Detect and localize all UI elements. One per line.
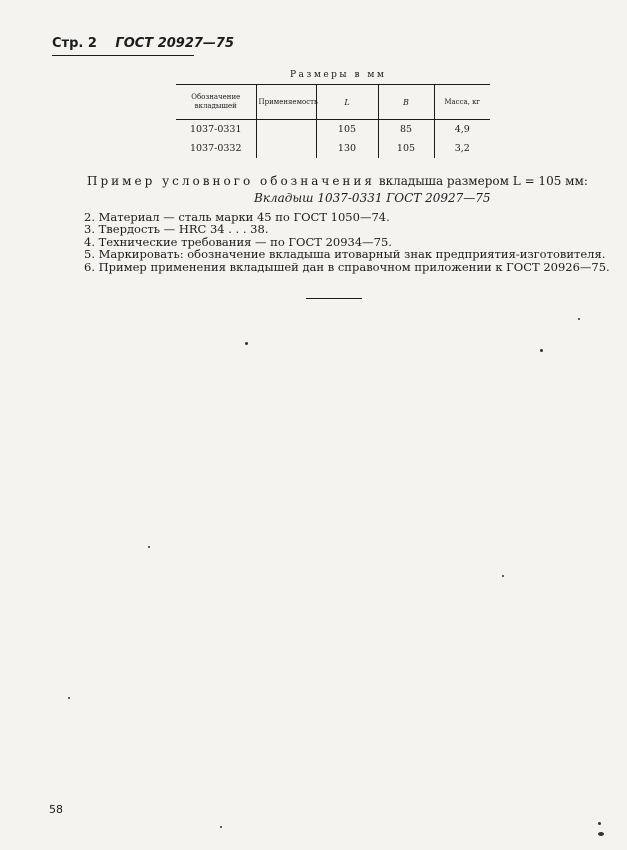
cell-mass: 4,9 bbox=[434, 120, 490, 140]
list-item: 5. Маркировать: обозначение вкладыша итоварный знак предприятия-изготовителя. bbox=[84, 247, 606, 262]
scan-speck bbox=[578, 318, 580, 320]
example-lead: Пример условного обозначения bbox=[87, 174, 375, 188]
dimensions-table bbox=[176, 84, 490, 158]
cell-l: 130 bbox=[316, 139, 378, 158]
cell-designation: 1037-0331 bbox=[189, 124, 242, 135]
cell-l: 105 bbox=[316, 120, 378, 140]
requirements-list bbox=[84, 211, 610, 273]
cell-applicability bbox=[256, 120, 316, 140]
page-number: 58 bbox=[49, 803, 63, 816]
list-item: 6. Пример применения вкладышей дан в справочном приложении к ГОСТ 20926—75. bbox=[84, 259, 610, 274]
scan-speck bbox=[245, 342, 248, 345]
cell-mass: 3,2 bbox=[434, 139, 490, 158]
col-header-mass: Масса, кг bbox=[434, 85, 490, 120]
cell-applicability bbox=[256, 139, 316, 158]
example-designation: Вкладыш 1037-0331 ГОСТ 20927—75 bbox=[254, 191, 491, 205]
scan-speck bbox=[598, 832, 604, 836]
cell-b: 85 bbox=[378, 120, 434, 140]
list-item: 4. Технические требования — по ГОСТ 20934—75. bbox=[84, 234, 392, 249]
page-label: Стр. 2 bbox=[52, 36, 97, 51]
cell-designation: 1037-0332 bbox=[189, 143, 242, 154]
end-divider bbox=[306, 298, 362, 299]
list-item: 3. Твердость — HRC 34 . . . 38. bbox=[84, 222, 269, 237]
list-item: 2. Материал — сталь марки 45 по ГОСТ 1050—74. bbox=[84, 210, 390, 224]
table-header-row bbox=[176, 85, 490, 120]
standard-number: ГОСТ 20927—75 bbox=[115, 36, 235, 51]
header-underline bbox=[52, 55, 194, 56]
scan-speck bbox=[540, 349, 543, 352]
scan-speck bbox=[502, 575, 504, 577]
scan-speck bbox=[68, 697, 70, 699]
scan-speck bbox=[598, 822, 601, 825]
scan-speck bbox=[220, 826, 222, 828]
col-header-b: B bbox=[378, 85, 434, 120]
col-header-designation: Обозначение вкладышей bbox=[191, 93, 241, 110]
col-header-applicability: Применяемость bbox=[256, 85, 316, 120]
table-row bbox=[176, 139, 490, 158]
table-row bbox=[176, 120, 490, 140]
scan-speck bbox=[148, 546, 150, 548]
table-caption: Размеры в мм bbox=[290, 70, 387, 80]
cell-b: 105 bbox=[378, 139, 434, 158]
example-line bbox=[87, 174, 588, 188]
example-rest: вкладыша размером L = 105 мм: bbox=[378, 174, 588, 188]
page-header bbox=[52, 36, 234, 51]
col-header-l: L bbox=[316, 85, 378, 120]
